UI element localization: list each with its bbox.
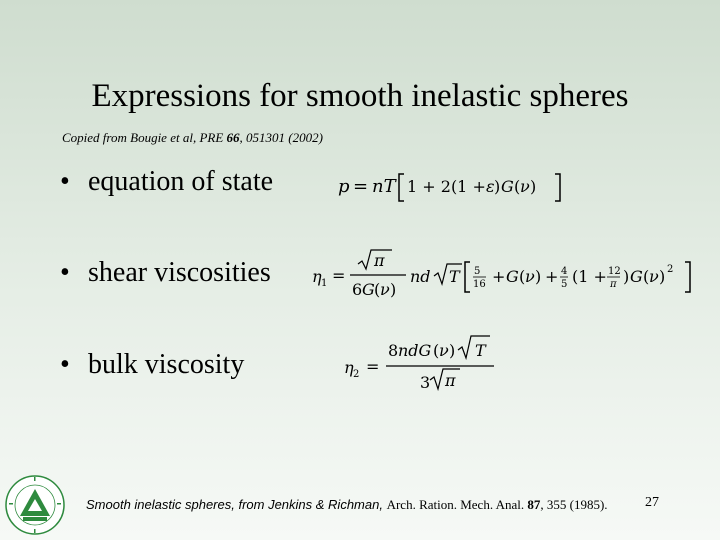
source-citation	[62, 130, 323, 146]
footer-journal: Arch. Ration. Mech. Anal.	[386, 497, 528, 512]
svg-text:η: η	[344, 358, 354, 377]
svg-text:1: 1	[321, 278, 328, 289]
svg-text:+: +	[492, 267, 506, 286]
svg-text:ν: ν	[439, 341, 449, 360]
bullet-label: shear viscosities	[88, 257, 271, 288]
bullet-dot: •	[60, 257, 70, 288]
bullet-shear-viscosities	[60, 257, 271, 289]
svg-text:6: 6	[352, 280, 363, 299]
svg-text:ndG: ndG	[398, 341, 432, 360]
svg-text:p: p	[338, 176, 350, 197]
slide-title: Expressions for smooth inelastic spheres	[91, 78, 629, 114]
bullet-label: equation of state	[88, 166, 274, 197]
svg-text:): )	[535, 267, 542, 286]
argonne-logo	[4, 474, 66, 536]
svg-text:16: 16	[473, 279, 486, 290]
svg-text:4: 4	[561, 266, 568, 277]
svg-text:): )	[390, 280, 397, 299]
svg-text:2: 2	[353, 369, 360, 380]
svg-text:(: (	[433, 341, 440, 360]
svg-text:5: 5	[474, 266, 481, 277]
svg-text:ν: ν	[525, 267, 535, 286]
bullet-label: bulk viscosity	[88, 349, 245, 380]
svg-text:G: G	[630, 267, 643, 286]
svg-text:ν: ν	[380, 280, 390, 299]
svg-text:ε: ε	[486, 177, 495, 196]
svg-text:π: π	[610, 279, 617, 290]
svg-text:5: 5	[561, 279, 568, 290]
svg-text:+: +	[545, 267, 559, 286]
svg-text:π: π	[445, 371, 456, 390]
bullet-dot: •	[60, 166, 70, 197]
svg-text:=: =	[332, 266, 346, 285]
formula-equation-of-state	[334, 168, 574, 208]
svg-text:(: (	[519, 267, 526, 286]
svg-text:G: G	[501, 177, 514, 196]
svg-text:8: 8	[388, 341, 399, 360]
svg-text:1 + 2(1 +: 1 + 2(1 +	[407, 177, 486, 196]
bullet-dot: •	[60, 349, 70, 380]
svg-text:): )	[659, 267, 666, 286]
svg-text:): )	[623, 267, 630, 286]
svg-text:(1 +: (1 +	[572, 267, 607, 286]
svg-text:3: 3	[420, 373, 431, 392]
svg-text:π: π	[374, 251, 385, 270]
formula-shear-viscosity	[310, 244, 700, 304]
svg-text:nT: nT	[372, 176, 396, 197]
svg-text:=: =	[353, 176, 369, 197]
svg-text:12: 12	[608, 266, 621, 277]
svg-text:ν: ν	[520, 177, 530, 196]
svg-text:2: 2	[667, 264, 674, 275]
footer-italic-text: Smooth inelastic spheres, from Jenkins & Richman,	[86, 497, 387, 512]
formula-bulk-viscosity	[340, 332, 510, 396]
svg-text:(: (	[514, 177, 521, 196]
svg-text:): )	[530, 177, 537, 196]
footer-volume: 87	[527, 497, 541, 512]
slide-number: 27	[645, 495, 659, 510]
svg-text:T: T	[475, 341, 486, 360]
svg-text:(: (	[643, 267, 650, 286]
svg-text:T: T	[449, 267, 460, 286]
svg-text:nd: nd	[410, 267, 431, 286]
source-suffix: , 051301 (2002)	[239, 130, 323, 145]
source-volume: 66	[226, 130, 240, 145]
source-prefix: Copied from Bougie et al, PRE	[62, 130, 227, 145]
bullet-equation-of-state	[60, 166, 273, 198]
bullet-bulk-viscosity	[60, 349, 244, 381]
svg-text:): )	[449, 341, 456, 360]
svg-text:): )	[494, 177, 501, 196]
svg-text:G: G	[362, 280, 375, 299]
footer-citation	[86, 497, 608, 513]
svg-text:=: =	[366, 357, 380, 376]
footer-pages: , 355 (1985).	[540, 497, 608, 512]
svg-text:ν: ν	[649, 267, 659, 286]
svg-text:(: (	[374, 280, 381, 299]
svg-text:G: G	[506, 267, 519, 286]
svg-text:η: η	[312, 267, 322, 286]
